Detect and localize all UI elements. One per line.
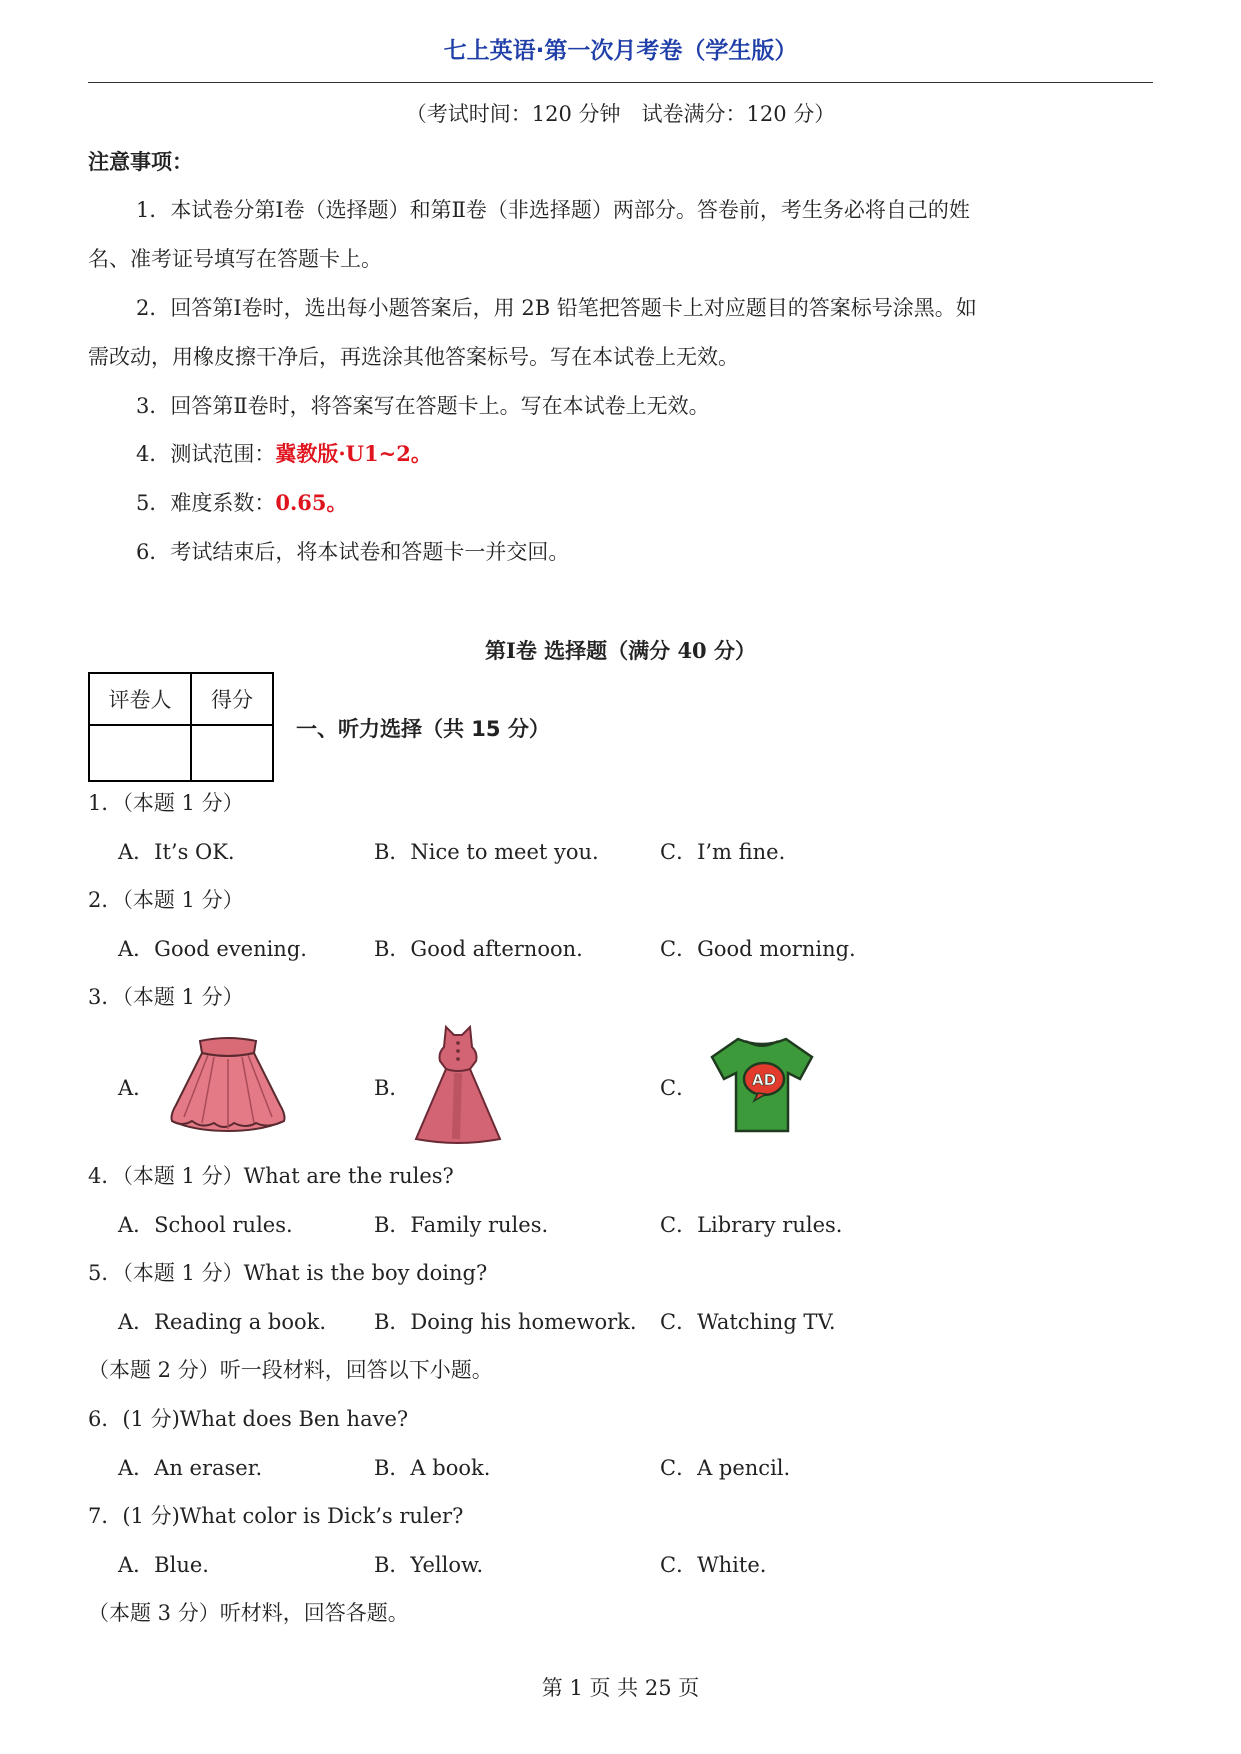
skirt-image <box>162 1035 294 1135</box>
notice-item-1-line-2: 名、准考证号填写在答题卡上。 <box>88 247 382 271</box>
header-rule <box>88 82 1153 83</box>
question-2-option-a: A．Good evening. <box>118 937 307 961</box>
notice-item-3: 3．回答第Ⅱ卷时，将答案写在答题卡上。写在本试卷上无效。 <box>136 394 710 418</box>
tshirt-image <box>708 1035 816 1135</box>
score-table-score-cell[interactable] <box>191 725 273 781</box>
test-scope: 冀教版·U1~2。 <box>275 441 432 466</box>
question-1-stem: 1．（本题 1 分） <box>88 791 244 815</box>
group-2-intro: （本题 3 分）听材料，回答各题。 <box>88 1601 409 1625</box>
question-1-option-b: B．Nice to meet you. <box>374 840 599 864</box>
notice-item-4-label: 4．测试范围： <box>136 442 276 466</box>
difficulty-value: 0.65。 <box>275 490 348 515</box>
question-4-option-b: B．Family rules. <box>374 1213 549 1237</box>
question-7-option-a: A．Blue. <box>118 1553 209 1577</box>
document-title: 七上英语·第一次月考卷（学生版） <box>443 38 798 64</box>
notice-title: 注意事项： <box>88 150 193 174</box>
question-7-option-c: C．White. <box>660 1553 767 1577</box>
notice-item-5-label: 5．难度系数： <box>136 491 276 515</box>
question-1-option-a: A．It’s OK. <box>118 840 235 864</box>
question-7-option-b: B．Yellow. <box>374 1553 484 1577</box>
question-6-option-b: B．A book. <box>374 1456 491 1480</box>
notice-item-6: 6．考试结束后，将本试卷和答题卡一并交回。 <box>136 540 570 564</box>
notice-item-4 <box>136 438 432 468</box>
question-2-option-b: B．Good afternoon. <box>374 937 583 961</box>
question-6-stem: 6．(1 分)What does Ben have? <box>88 1407 409 1431</box>
question-2-stem: 2．（本题 1 分） <box>88 888 244 912</box>
tshirt-logo: AD <box>751 1071 777 1089</box>
question-4-option-c: C．Library rules. <box>660 1213 843 1237</box>
question-3-option-a: A． <box>118 1076 155 1100</box>
score-table-grader-cell[interactable] <box>89 725 191 781</box>
score-table <box>88 672 274 782</box>
question-5-option-c: C．Watching TV. <box>660 1310 836 1334</box>
notice-item-1-line-1: 1．本试卷分第Ⅰ卷（选择题）和第Ⅱ卷（非选择题）两部分。答卷前，考生务必将自己的姓 <box>136 198 970 222</box>
notice-item-5 <box>136 487 348 517</box>
group-1-intro: （本题 2 分）听一段材料，回答以下小题。 <box>88 1358 493 1382</box>
exam-info: （考试时间：120 分钟 试卷满分：120 分） <box>405 102 836 126</box>
question-5-option-b: B．Doing his homework. <box>374 1310 637 1334</box>
notice-item-2-line-2: 需改动，用橡皮擦干净后，再选涂其他答案标号。写在本试卷上无效。 <box>88 345 739 369</box>
question-4-stem: 4．（本题 1 分）What are the rules? <box>88 1164 454 1188</box>
question-2-option-c: C．Good morning. <box>660 937 856 961</box>
score-table-header-score: 得分 <box>191 673 273 725</box>
question-7-stem: 7．(1 分)What color is Dick’s ruler? <box>88 1504 464 1528</box>
question-3-option-b: B． <box>374 1076 411 1100</box>
score-table-header-grader: 评卷人 <box>89 673 191 725</box>
notice-item-2-line-1: 2．回答第Ⅰ卷时，选出每小题答案后，用 2B 铅笔把答题卡上对应题目的答案标号涂黑。如 <box>136 296 977 320</box>
question-6-option-a: A．An eraser. <box>118 1456 263 1480</box>
question-3-option-c: C． <box>660 1076 698 1100</box>
page-number: 第 1 页 共 25 页 <box>541 1676 700 1700</box>
part-title: 一、听力选择（共 15 分） <box>296 717 550 741</box>
section-title: 第Ⅰ卷 选择题（满分 40 分） <box>485 638 756 663</box>
question-6-option-c: C．A pencil. <box>660 1456 791 1480</box>
question-5-stem: 5．（本题 1 分）What is the boy doing? <box>88 1261 488 1285</box>
question-4-option-a: A．School rules. <box>118 1213 293 1237</box>
question-5-option-a: A．Reading a book. <box>118 1310 327 1334</box>
question-1-option-c: C．I’m fine. <box>660 840 786 864</box>
question-3-stem: 3．（本题 1 分） <box>88 985 244 1009</box>
dress-image <box>410 1025 506 1145</box>
